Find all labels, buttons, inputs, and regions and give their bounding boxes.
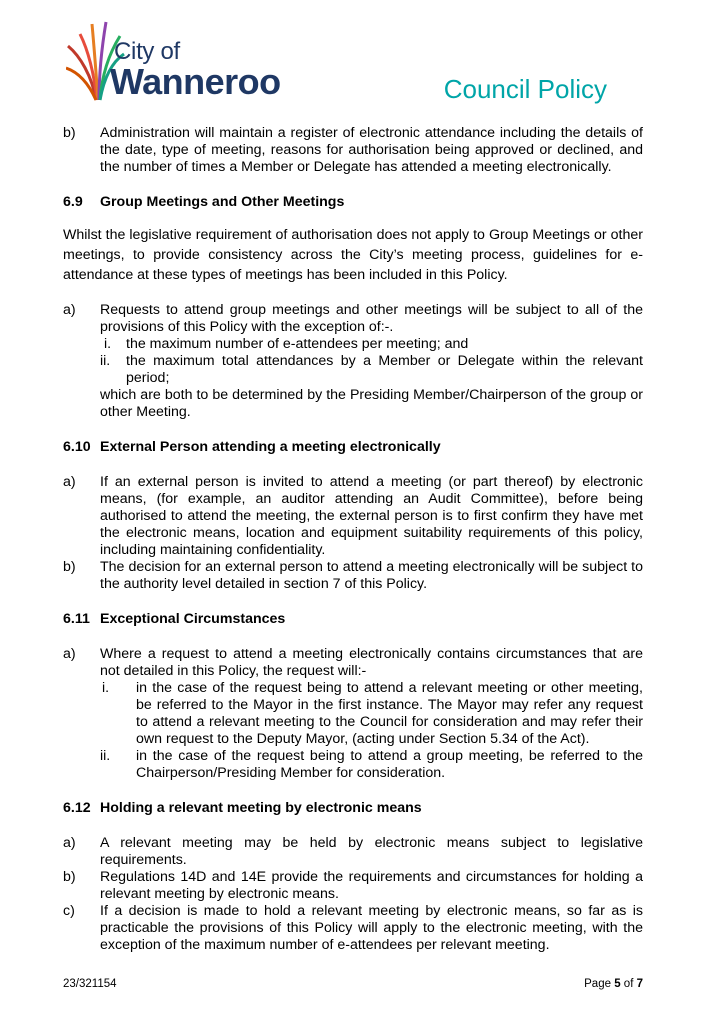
sub-item-ii xyxy=(100,748,643,782)
item-label: a) xyxy=(63,646,76,662)
item-label: a) xyxy=(63,835,76,851)
item-label: b) xyxy=(63,125,76,141)
sub-item-text: the maximum total attendances by a Member or Delegate within the relevant period; xyxy=(126,353,643,386)
document-title: Council Policy xyxy=(443,74,607,104)
section-number: 6.9 xyxy=(63,194,83,210)
sub-list xyxy=(63,336,643,421)
list-item-c xyxy=(63,903,643,954)
sub-item-i xyxy=(100,336,643,353)
item-label: b) xyxy=(63,869,76,885)
section-number: 6.11 xyxy=(63,611,90,627)
item-label: c) xyxy=(63,903,75,919)
section-title: External Person attending a meeting electronically xyxy=(100,439,441,455)
document-reference: 23/321154 xyxy=(63,978,117,990)
item-label: a) xyxy=(63,474,76,490)
item-label: b) xyxy=(63,559,76,575)
list-item-b xyxy=(63,559,643,593)
sub-item-label: ii. xyxy=(100,353,111,369)
section-number: 6.12 xyxy=(63,800,91,816)
sub-list-tail xyxy=(100,387,643,421)
item-text: Administration will maintain a register of electronic attendance including the details of the date, type of meeting, reasons for authorisation being approved or declined, and the number of times a Member or Delegate has attended a meeting electronically. xyxy=(100,125,643,175)
item-text: Requests to attend group meetings and other meetings will be subject to all of the provisions of this Policy with the exception of:-. xyxy=(100,302,643,335)
logo-city-of: City of xyxy=(114,38,180,65)
list-item-a xyxy=(63,302,643,336)
logo-wanneroo: Wanneroo xyxy=(110,61,281,102)
item-text: A relevant meeting may be held by electronic means subject to legislative requirements. xyxy=(100,835,643,868)
item-text: Where a request to attend a meeting electronically contains circumstances that are not detailed in this Policy, the request will:- xyxy=(100,646,643,679)
section-title: Holding a relevant meeting by electronic means xyxy=(100,800,422,816)
sub-item-text: the maximum number of e-attendees per meeting; and xyxy=(126,336,469,352)
section-title: Group Meetings and Other Meetings xyxy=(100,194,345,210)
tail-text: which are both to be determined by the Presiding Member/Chairperson of the group or other Meeting. xyxy=(100,387,643,420)
page-prefix: Page xyxy=(584,978,611,990)
sub-item-label: ii. xyxy=(100,748,111,764)
list-item-a xyxy=(63,646,643,680)
sub-item-ii xyxy=(100,353,643,387)
item-text: The decision for an external person to attend a meeting electronically will be subject to the authority level detailed in section 7 of this Policy. xyxy=(100,559,643,592)
list-item-a xyxy=(63,474,643,559)
list-item-a xyxy=(63,835,643,869)
list-item-b xyxy=(63,869,643,903)
section-heading-6-9 xyxy=(63,194,643,211)
page-of: of xyxy=(623,978,634,990)
page-total: 7 xyxy=(636,978,643,990)
list-item-b-intro xyxy=(63,125,643,176)
sub-item-i xyxy=(100,680,643,748)
section-paragraph: Whilst the legislative requirement of authorisation does not apply to Group Meetings or other meetings, to provide consistency across the City’s meeting process, guidelines for e-attendance at these types of meetings has been included in this Policy. xyxy=(63,227,643,283)
section-heading-6-10 xyxy=(63,439,643,456)
section-number: 6.10 xyxy=(63,439,91,455)
sub-item-label: i. xyxy=(104,336,112,352)
sub-item-text: in the case of the request being to attend a relevant meeting or other meeting, be referred to the Mayor in the first instance. The Mayor may refer any request to attend a relevant meeting to the Council for consideration and may refer their own request to the Deputy Mayor, (acting under Section 5.34 of the Act). xyxy=(136,680,643,747)
sub-item-text: in the case of the request being to attend a group meeting, be referred to the Chairperson/Presiding Member for consideration. xyxy=(136,748,643,781)
document-body xyxy=(63,125,643,954)
section-title: Exceptional Circumstances xyxy=(100,611,286,627)
item-text: Regulations 14D and 14E provide the requirements and circumstances for holding a relevant meeting by electronic means. xyxy=(100,869,643,902)
page-number xyxy=(584,978,643,990)
section-heading-6-12 xyxy=(63,800,643,817)
item-label: a) xyxy=(63,302,76,318)
item-text: If an external person is invited to attend a meeting (or part thereof) by electronic means, (for example, an auditor attending an Audit Committee), before being authorised to attend the meeting, the external person is to first confirm they have met the electronic means, location and equipment suitability requirements of this policy, including maintaining confidentiality. xyxy=(100,474,643,558)
sub-list xyxy=(63,680,643,782)
section-heading-6-11 xyxy=(63,611,643,628)
page-current: 5 xyxy=(614,978,621,990)
city-of-wanneroo-logo xyxy=(66,16,296,104)
sub-item-label: i. xyxy=(102,680,110,696)
item-text: If a decision is made to hold a relevant meeting by electronic means, so far as is practicable the provisions of this Policy will apply to the electronic meeting, with the exception of the maximum number of e-attendees per relevant meeting. xyxy=(100,903,643,953)
